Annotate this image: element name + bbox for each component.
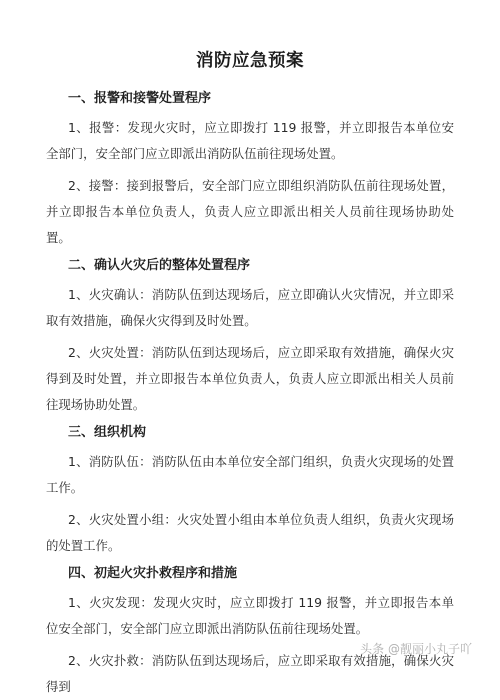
paragraph: 1、火灾确认：消防队伍到达现场后，应立即确认火灾情况，并立即采取有效措施，确保火灾得到及时处置。 [46,287,454,328]
section-heading: 四、初起火灾扑救程序和措施 [68,566,238,581]
section-alarm-procedure [46,90,454,251]
paragraph: 1、报警：发现火灾时，应立即拨打 119 报警，并立即报告本单位安全部门，安全部门应立即派出消防队伍前往现场处置。 [46,120,454,161]
section-initial-firefighting [46,565,454,700]
section-heading: 一、报警和接警处置程序 [68,91,212,106]
paragraph: 2、火灾处置：消防队伍到达现场后，应立即采取有效措施，确保火灾得到及时处置，并立即报告本单位负责人，负责人应立即派出相关人员前往现场协助处置。 [46,345,454,412]
paragraph: 2、接警：接到报警后，安全部门应立即组织消防队伍前往现场处置，并立即报告本单位负责人，负责人应立即派出相关人员前往现场协助处置。 [46,178,454,245]
section-organization [46,424,454,559]
paragraph: 2、火灾扑救：消防队伍到达现场后，应立即采取有效措施，确保火灾得到 [46,653,454,694]
watermark: 头条 @靓丽小丸子吖 [360,642,472,656]
section-heading: 二、确认火灾后的整体处置程序 [68,258,251,273]
paragraph: 1、火灾发现：发现火灾时，应立即拨打 119 报警，并立即报告本单位安全部门，安全部门应立即派出消防队伍前往现场处置。 [46,595,454,636]
document-title: 消防应急预案 [196,51,304,71]
section-overall-procedure [46,257,454,418]
section-heading: 三、组织机构 [68,425,147,440]
paragraph: 2、火灾处置小组：火灾处置小组由本单位负责人组织，负责火灾现场的处置工作。 [46,512,454,553]
paragraph: 1、消防队伍：消防队伍由本单位安全部门组织，负责火灾现场的处置工作。 [46,454,454,495]
